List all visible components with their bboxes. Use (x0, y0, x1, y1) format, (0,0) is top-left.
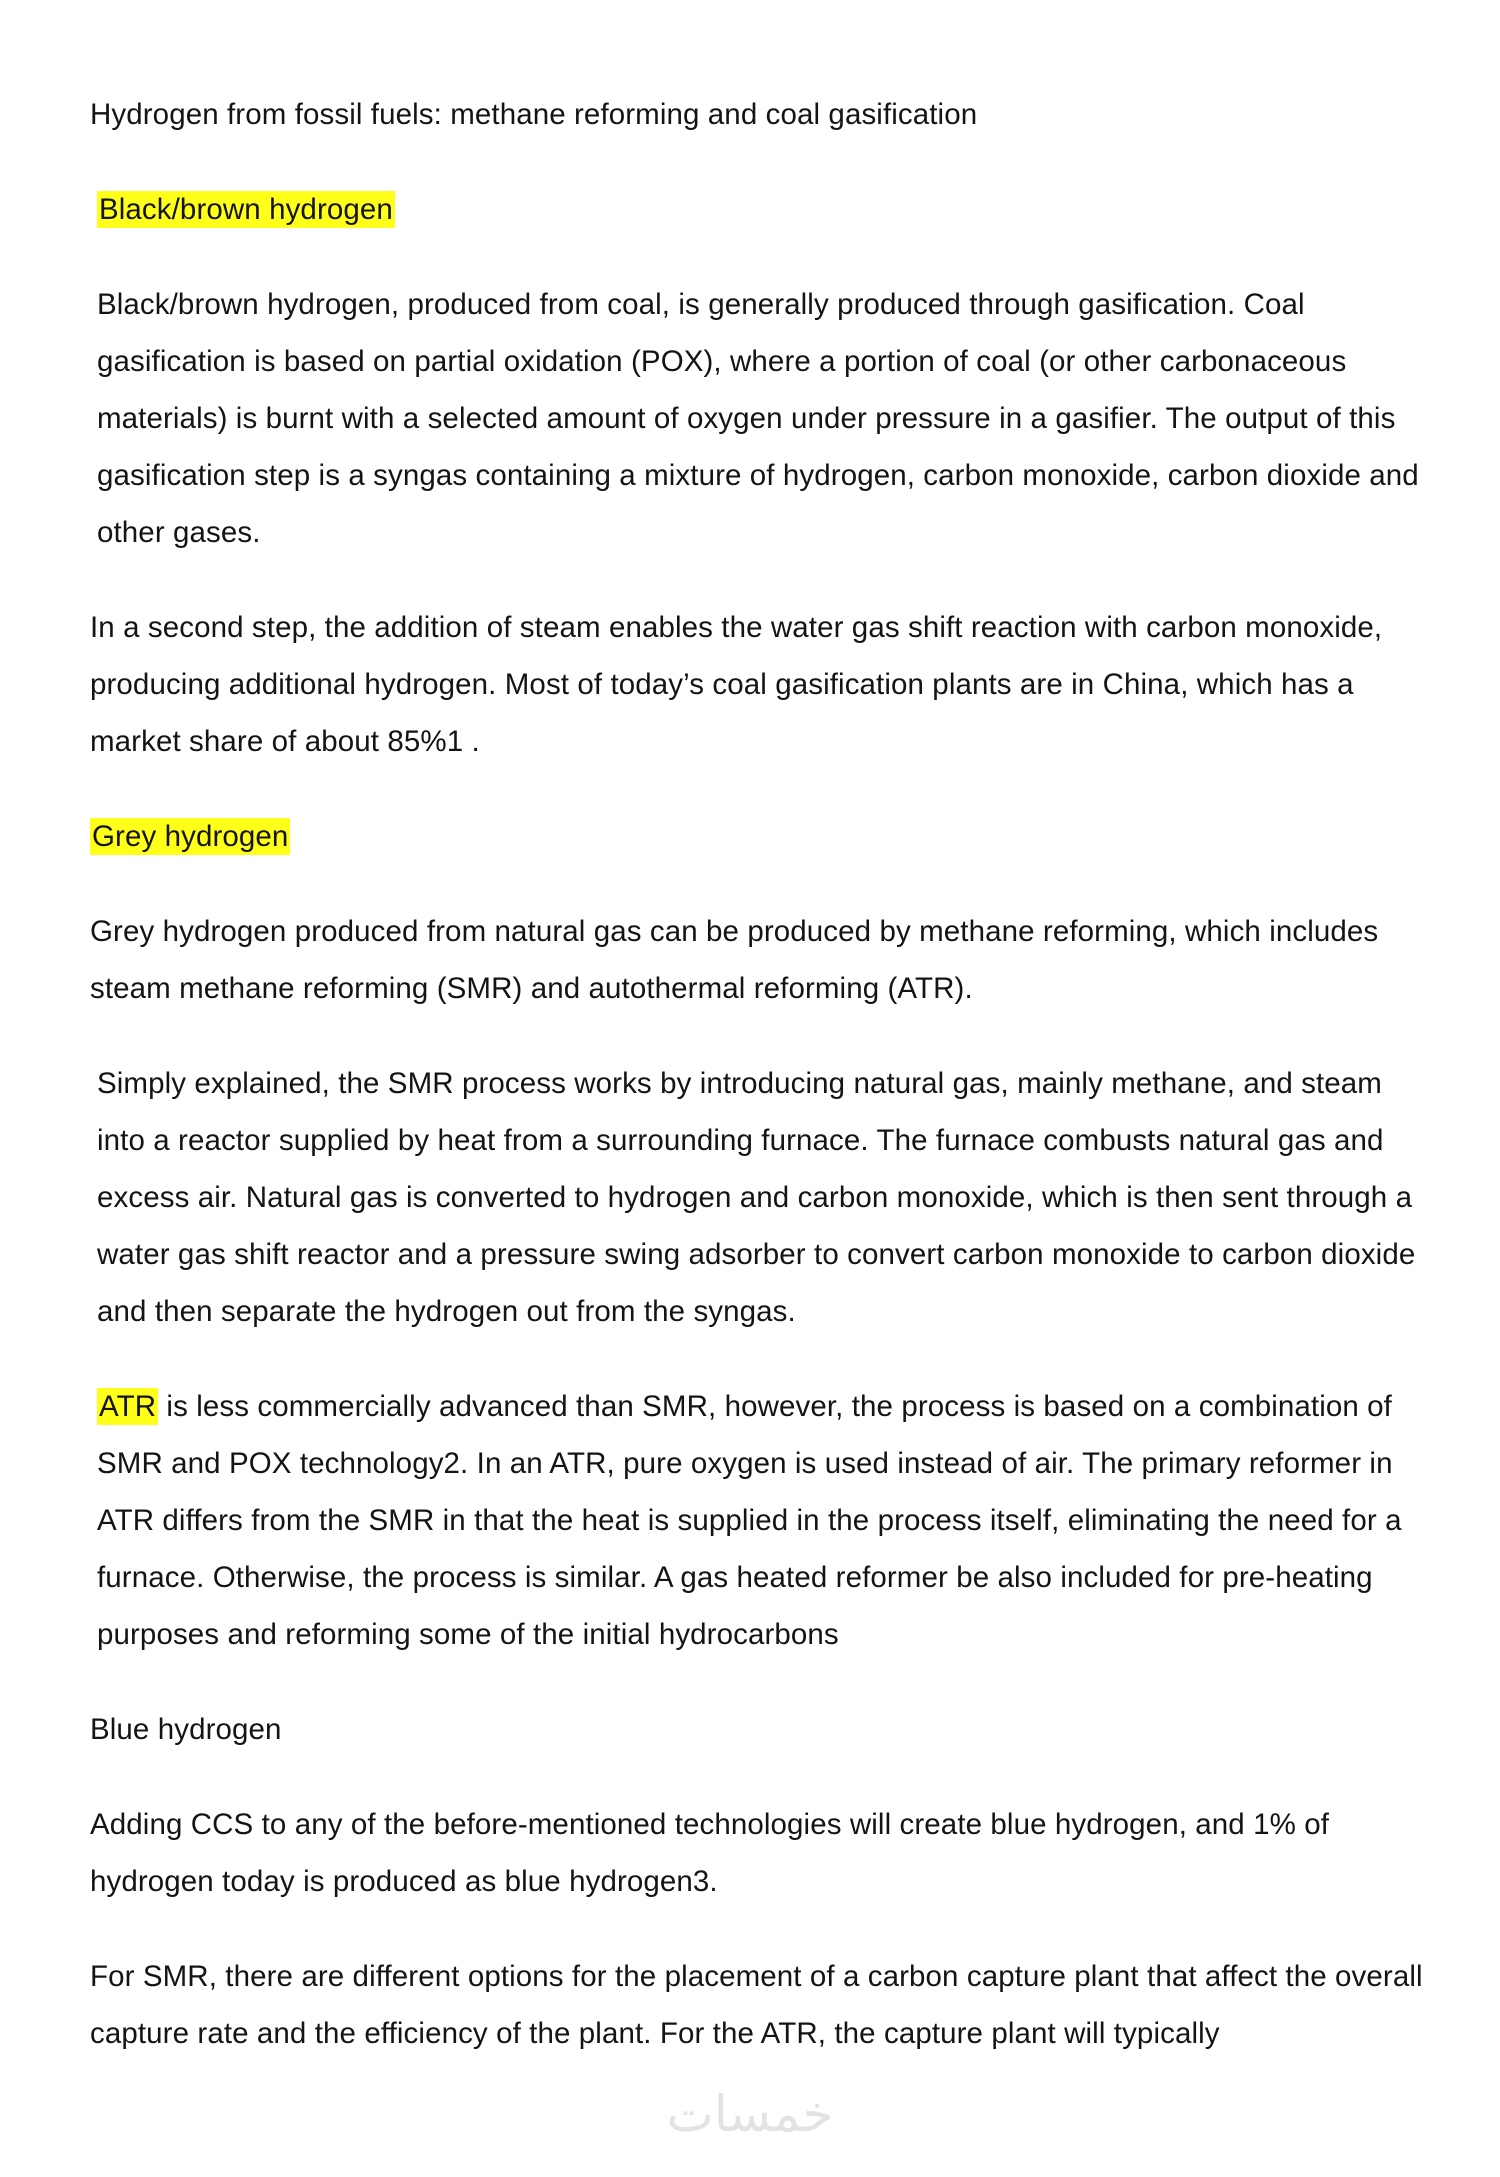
paragraph-grey-1: Grey hydrogen produced from natural gas can be produced by methane reforming, which includes steam methane reforming (SMR) and autothermal reforming (ATR). (90, 915, 1379, 1005)
section-heading-grey (90, 808, 1430, 865)
section-heading-blue: Blue hydrogen (90, 1713, 282, 1746)
paragraph-black-brown-1: Black/brown hydrogen, produced from coal, is generally produced through gasification. Coal gasification is based on partial oxidation (POX), where a portion of coal (or other carbonaceous materials) is burnt with a selected amount of oxygen under pressure in a gasifier. The output of this gasification step is a syngas containing a mixture of hydrogen, carbon monoxide, carbon dioxide and other gases. (97, 288, 1419, 549)
paragraph-blue-1: Adding CCS to any of the before-mentioned technologies will create blue hydrogen, and 1% of hydrogen today is produced as blue hydrogen3. (90, 1808, 1330, 1898)
paragraph-blue-2: For SMR, there are different options for the placement of a carbon capture plant that affect the overall capture rate and the efficiency of the plant. For the ATR, the capture plant will typically (90, 1960, 1423, 2050)
watermark-logo: خمسات (666, 2085, 834, 2143)
highlighted-heading: Black/brown hydrogen (99, 193, 393, 226)
paragraph-grey-3 (90, 1378, 1430, 1663)
paragraph-grey-2: Simply explained, the SMR process works by introducing natural gas, mainly methane, and steam into a reactor supplied by heat from a surrounding furnace. The furnace combusts natural gas and excess air. Natural gas is converted to hydrogen and carbon monoxide, which is then sent through a water gas shift reactor and a pressure swing adsorber to convert carbon monoxide to carbon dioxide and then separate the hydrogen out from the syngas. (97, 1067, 1416, 1328)
document-title: Hydrogen from fossil fuels: methane reforming and coal gasification (90, 98, 978, 131)
paragraph-black-brown-2: In a second step, the addition of steam enables the water gas shift reaction with carbon monoxide, producing additional hydrogen. Most of today’s coal gasification plants are in China, which has a market share of about 85%1 . (90, 611, 1383, 758)
document-body (90, 86, 1430, 2100)
paragraph-grey-3-text: is less commercially advanced than SMR, however, the process is based on a combination of SMR and POX technology2. In an ATR, pure oxygen is used instead of air. The primary reformer in ATR differs from the SMR in that the heat is supplied in the process itself, eliminating the need for a furnace. Otherwise, the process is similar. A gas heated reformer be also included for pre-heating purposes and reforming some of the initial hydrocarbons (97, 1390, 1402, 1651)
highlighted-term-atr: ATR (99, 1390, 157, 1423)
highlighted-heading: Grey hydrogen (92, 820, 289, 853)
section-heading-black-brown (90, 181, 1430, 238)
